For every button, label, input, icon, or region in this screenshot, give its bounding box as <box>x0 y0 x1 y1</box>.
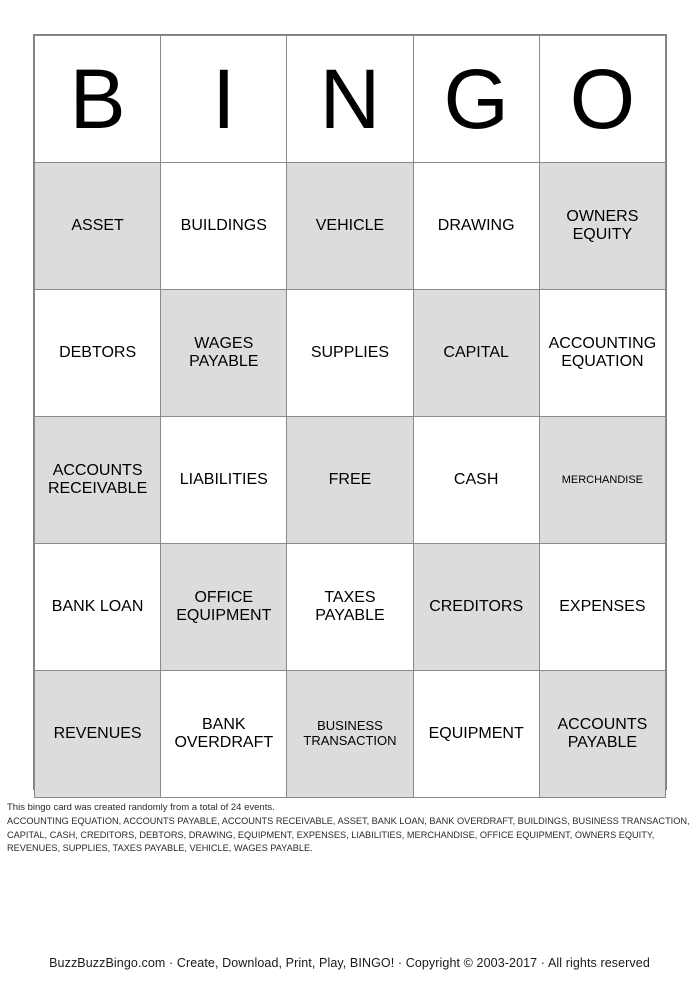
bingo-cell[interactable] <box>413 671 539 798</box>
bingo-cell[interactable] <box>287 290 413 417</box>
bingo-cell-label: BANK LOAN <box>51 597 144 615</box>
bingo-grid-header <box>35 36 666 163</box>
bingo-cell[interactable] <box>35 417 161 544</box>
bingo-cell[interactable] <box>539 417 665 544</box>
bingo-cell-label: REVENUES <box>53 724 142 742</box>
bingo-cell[interactable] <box>161 290 287 417</box>
bingo-cell[interactable] <box>161 163 287 290</box>
bingo-header-letter: G <box>443 52 509 146</box>
site-copyright: BuzzBuzzBingo.com · Create, Download, Print, Play, BINGO! · Copyright © 2003-2017 · All rights reserved <box>49 956 650 970</box>
bingo-cell[interactable] <box>413 290 539 417</box>
bingo-cell[interactable] <box>287 163 413 290</box>
bingo-cell-label: MERCHANDISE <box>561 473 644 486</box>
bingo-header-cell-g <box>413 36 539 163</box>
bingo-row <box>35 417 666 544</box>
bingo-grid-body <box>35 163 666 798</box>
bingo-cell[interactable] <box>161 417 287 544</box>
bingo-cell[interactable] <box>35 544 161 671</box>
card-info-summary: This bingo card was created randomly from a total of 24 events. <box>7 802 275 813</box>
bingo-cell-label: TAXES PAYABLE <box>315 588 385 624</box>
bingo-cell-label: CASH <box>453 470 499 488</box>
bingo-row <box>35 290 666 417</box>
bingo-cell-label: ASSET <box>71 216 124 234</box>
bingo-cell-label: VEHICLE <box>315 216 385 234</box>
bingo-header-letter: O <box>569 52 636 146</box>
bingo-cell-label: BUILDINGS <box>180 216 267 234</box>
bingo-header-letter: N <box>319 52 381 146</box>
bingo-cell[interactable] <box>287 544 413 671</box>
bingo-row <box>35 163 666 290</box>
bingo-cell[interactable] <box>35 163 161 290</box>
bingo-card <box>33 34 667 790</box>
bingo-cell-label: FREE <box>328 470 372 488</box>
bingo-cell-label: OFFICE EQUIPMENT <box>176 588 272 624</box>
bingo-cell[interactable] <box>539 290 665 417</box>
bingo-cell-label: ACCOUNTS PAYABLE <box>557 715 648 751</box>
bingo-cell[interactable] <box>161 544 287 671</box>
bingo-cell[interactable] <box>287 671 413 798</box>
bingo-cell[interactable] <box>413 417 539 544</box>
bingo-header-cell-i <box>161 36 287 163</box>
bingo-cell[interactable] <box>413 163 539 290</box>
bingo-cell[interactable] <box>539 163 665 290</box>
bingo-cell[interactable] <box>161 671 287 798</box>
bingo-header-row <box>35 36 666 163</box>
bingo-cell-label: EQUIPMENT <box>428 724 524 742</box>
bingo-cell-label: ACCOUNTS RECEIVABLE <box>47 461 148 497</box>
bingo-cell-label: CAPITAL <box>443 343 509 361</box>
bingo-cell-label: OWNERS EQUITY <box>566 207 639 243</box>
bingo-cell[interactable] <box>35 671 161 798</box>
bingo-row <box>35 671 666 798</box>
bingo-cell-label: SUPPLIES <box>310 343 390 361</box>
card-info-word-list: ACCOUNTING EQUATION, ACCOUNTS PAYABLE, ACCOUNTS RECEIVABLE, ASSET, BANK LOAN, BANK OVERDRAFT, BUILDINGS, BUSINESS TRANSACTION, CAPITAL, CASH, CREDITORS, DEBTORS, DRAWING, EQUIPMENT, EXPENSES, LIABILITIES, MERCHANDISE, OFFICE EQUIPMENT, OWNERS EQUITY, REVENUES, SUPPLIES, TAXES PAYABLE, VEHICLE, WAGES PAYABLE. <box>7 816 690 854</box>
bingo-cell-label: LIABILITIES <box>179 470 268 488</box>
bingo-row <box>35 544 666 671</box>
bingo-cell-label: DEBTORS <box>59 343 137 361</box>
card-info-block <box>7 801 695 856</box>
bingo-cell-label: WAGES PAYABLE <box>189 334 259 370</box>
bingo-header-cell-o <box>539 36 665 163</box>
bingo-cell[interactable] <box>539 671 665 798</box>
bingo-cell-label: ACCOUNTING EQUATION <box>548 334 657 370</box>
bingo-cell[interactable] <box>539 544 665 671</box>
bingo-cell[interactable] <box>35 290 161 417</box>
bingo-cell[interactable] <box>287 417 413 544</box>
bingo-header-cell-n <box>287 36 413 163</box>
bingo-header-cell-b <box>35 36 161 163</box>
bingo-cell-label: BUSINESS TRANSACTION <box>303 718 397 748</box>
bingo-cell-label: BANK OVERDRAFT <box>174 715 274 751</box>
bingo-header-letter: I <box>212 52 236 146</box>
bingo-cell-label: DRAWING <box>437 216 515 234</box>
bingo-grid <box>34 35 666 798</box>
bingo-cell-label: CREDITORS <box>429 597 524 615</box>
bingo-cell[interactable] <box>413 544 539 671</box>
bingo-header-letter: B <box>69 52 126 146</box>
bingo-cell-label: EXPENSES <box>559 597 646 615</box>
